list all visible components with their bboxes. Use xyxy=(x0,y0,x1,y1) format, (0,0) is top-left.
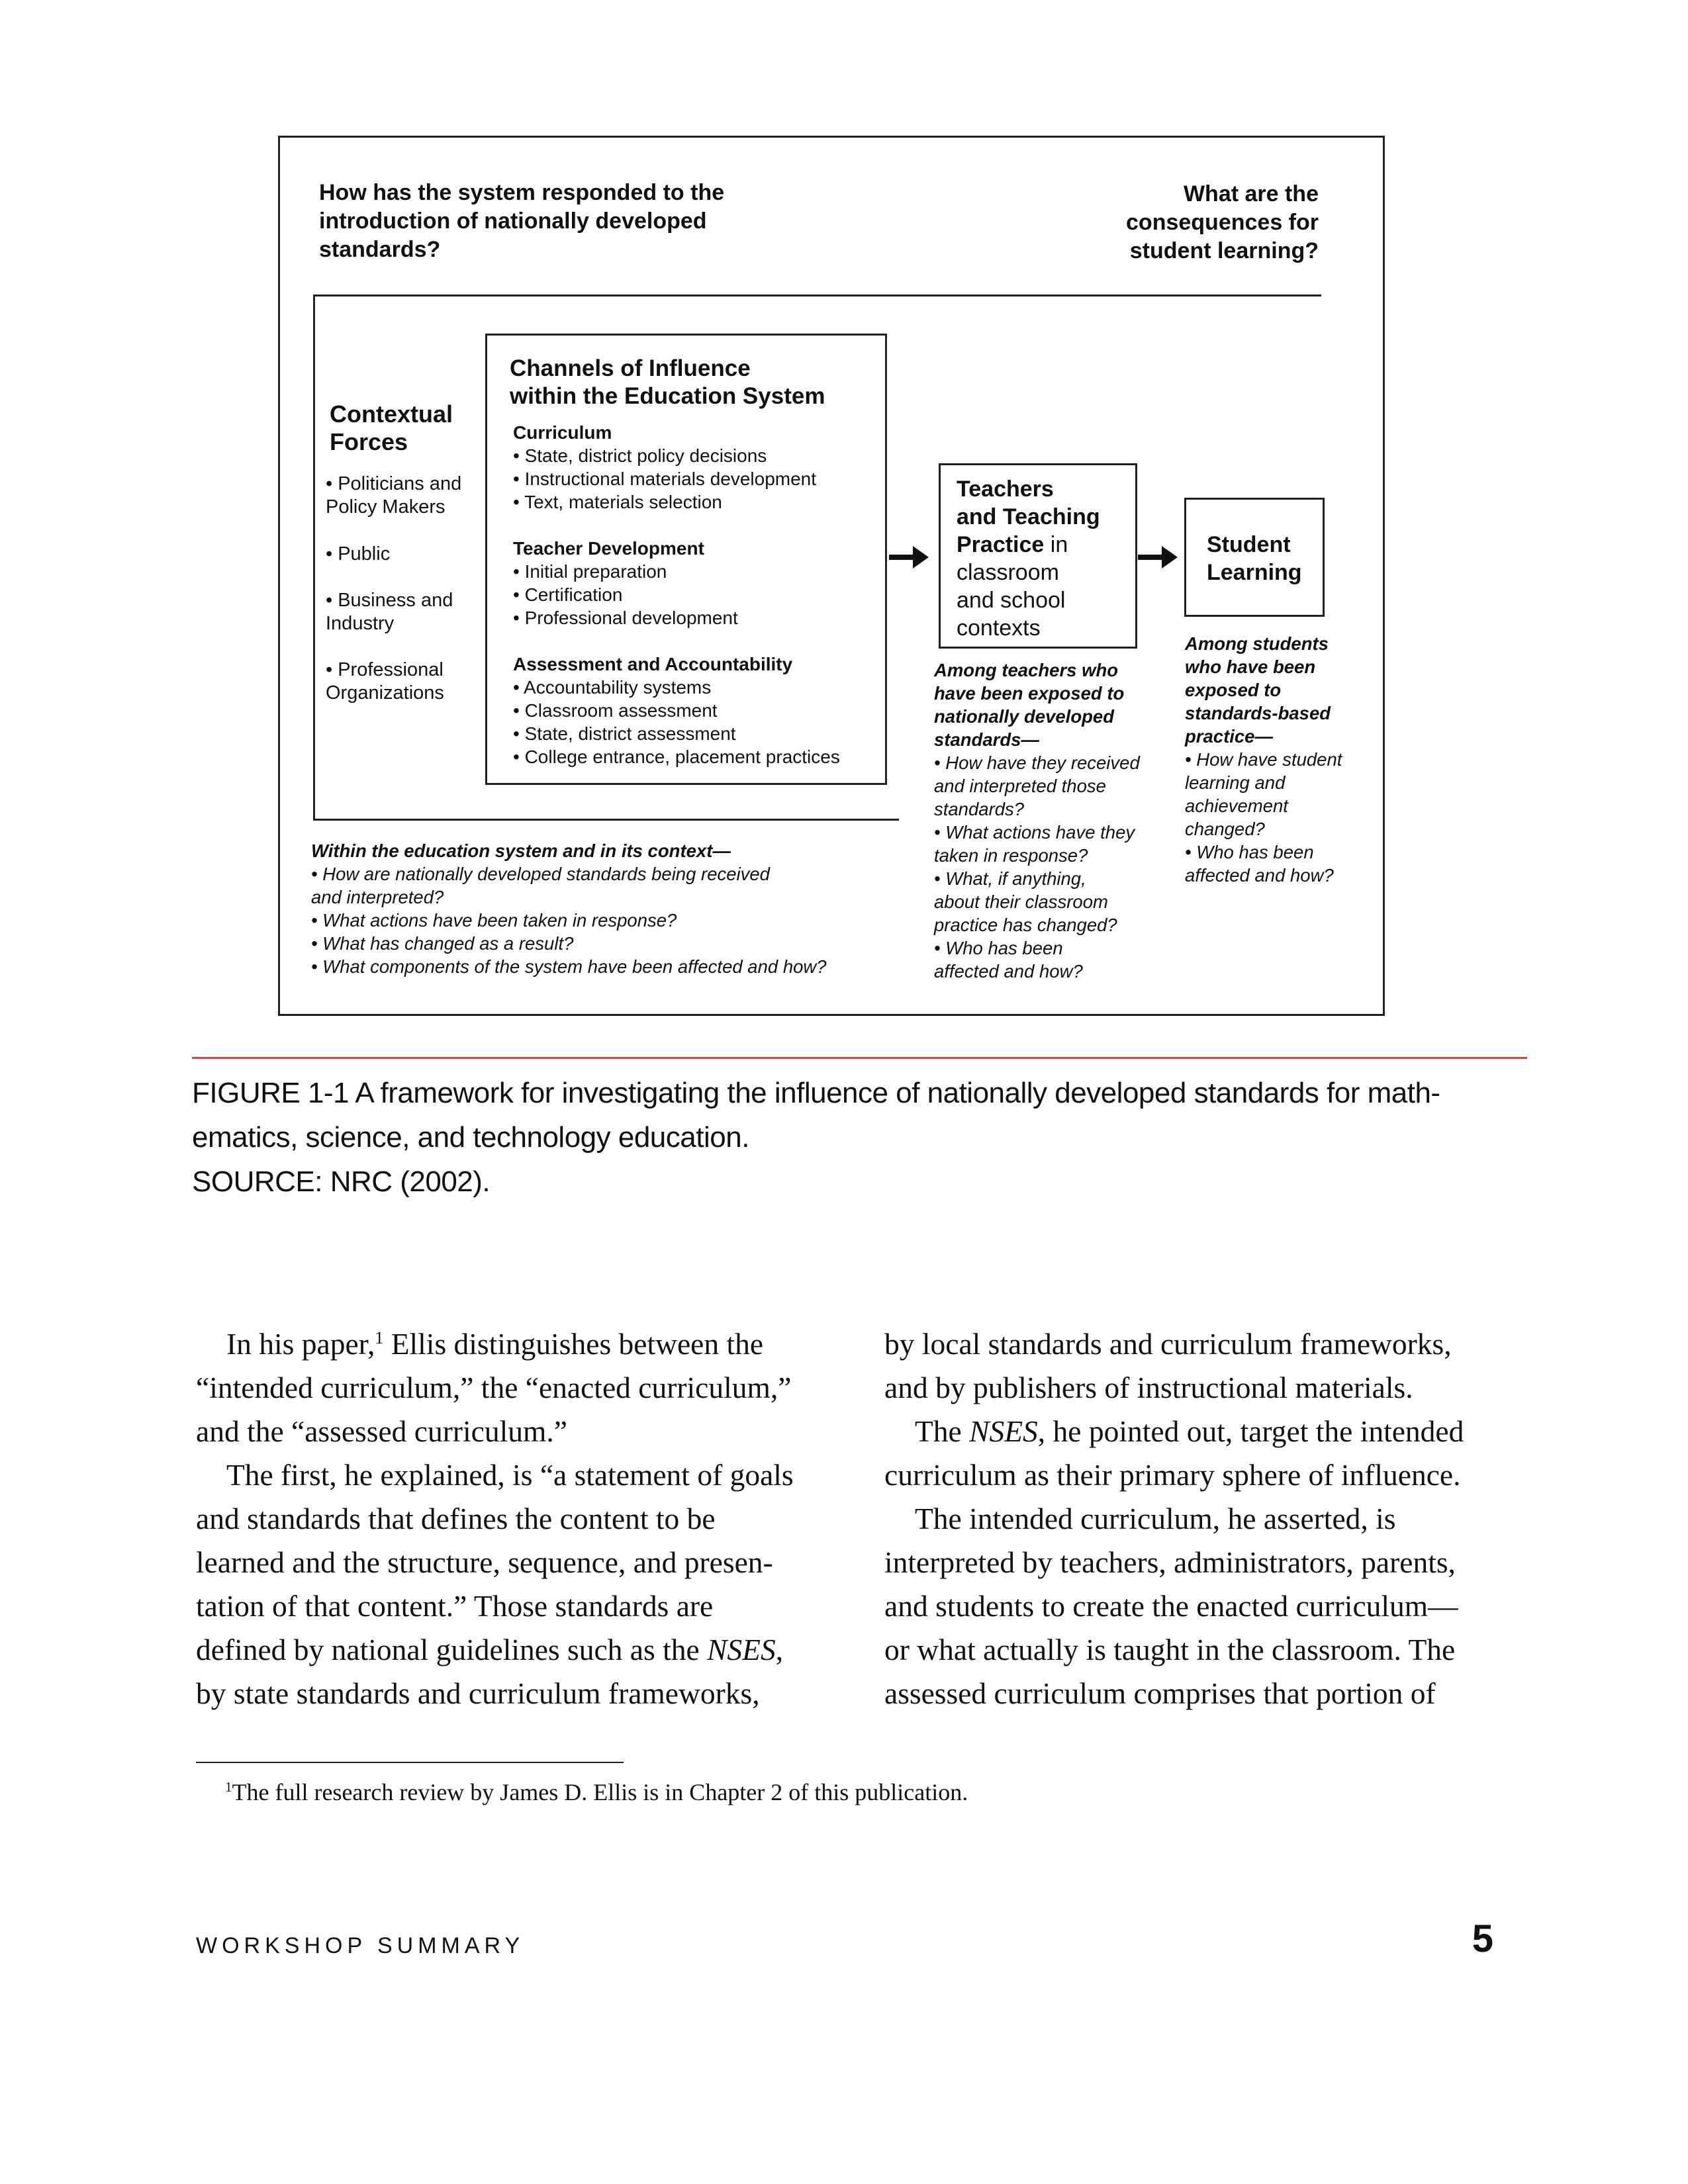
arrow-right-icon xyxy=(1138,555,1163,560)
within-system-item: • What actions have been taken in response? xyxy=(311,910,677,931)
teachers-questions-item: • Who has been affected and how? xyxy=(934,938,1083,981)
students-questions xyxy=(1185,632,1342,887)
channels-group-curriculum xyxy=(513,421,816,514)
channels-item: • Initial preparation xyxy=(513,561,667,582)
contextual-forces-title: Contextual Forces xyxy=(330,400,453,455)
within-system-questions xyxy=(311,839,827,978)
running-head: WORKSHOP SUMMARY xyxy=(196,1933,525,1958)
channels-item: • College entrance, placement practices xyxy=(513,747,840,767)
body-paragraph xyxy=(196,1453,858,1715)
contextual-forces-item: • Business and Industry xyxy=(326,590,453,634)
channels-title: Channels of Influence within the Education System xyxy=(510,355,825,409)
teachers-questions xyxy=(934,659,1140,983)
within-system-item: • What components of the system have been affected and how? xyxy=(311,956,827,977)
channels-group-heading: Assessment and Accountability xyxy=(513,654,793,674)
channels-group-heading: Curriculum xyxy=(513,422,612,443)
contextual-forces-item: • Public xyxy=(326,543,391,565)
teachers-questions-item: • What, if anything, about their classroom practice has changed? xyxy=(934,868,1117,935)
body-text: , by state standards and curriculum frameworks, xyxy=(196,1633,784,1710)
channels-item: • State, district assessment xyxy=(513,723,736,744)
body-column-right xyxy=(884,1322,1546,1715)
contextual-forces-item: • Professional Organizations xyxy=(326,659,444,704)
body-emphasis: NSES xyxy=(969,1414,1038,1448)
student-learning-label: Student Learning xyxy=(1207,532,1302,585)
body-paragraph xyxy=(196,1322,858,1453)
students-questions-heading: Among students who have been exposed to standards-based practice— xyxy=(1185,633,1331,747)
figure-top-rule xyxy=(313,295,1321,296)
teachers-box-bold: Teachers and Teaching Practice xyxy=(957,477,1100,557)
channels-item: • State, district policy decisions xyxy=(513,445,767,466)
figure-left-rule xyxy=(313,295,315,821)
body-column-left xyxy=(196,1322,858,1715)
contextual-forces-item: • Politicians and Policy Makers xyxy=(326,473,462,518)
teachers-questions-heading: Among teachers who have been exposed to nationally developed standards— xyxy=(934,660,1125,750)
students-questions-item: • Who has been affected and how? xyxy=(1185,842,1334,886)
body-paragraph xyxy=(884,1410,1546,1497)
channels-group-assessment xyxy=(513,653,840,768)
within-system-heading: Within the education system and in its context— xyxy=(311,841,731,861)
body-text: Ellis distinguishes between the “intended curriculum,” the “enacted curriculum,” and the “assessed curriculum.” xyxy=(196,1327,792,1448)
body-text: The xyxy=(915,1414,970,1448)
figure-caption-text: FIGURE 1-1 A framework for investigating the influence of nationally developed standards for math- ematics, science, and technology education. xyxy=(192,1077,1440,1154)
body-text: , he pointed out, target the intended curriculum as their primary sphere of influence. xyxy=(884,1414,1464,1492)
caption-rule xyxy=(192,1057,1527,1059)
body-emphasis: NSES xyxy=(707,1633,776,1666)
figure-question-left: How has the system responded to the introduction of nationally developed standards? xyxy=(319,180,725,262)
footnote-rule xyxy=(196,1762,624,1763)
channels-group-teacher-development xyxy=(513,537,738,629)
channels-item: • Certification xyxy=(513,584,623,605)
body-text: The first, he explained, is “a statement of goals and standards that defines the content to be learned and the structure, sequence, and presen- tation of that content.” Those standards are defined by national guidelines such as the xyxy=(196,1458,794,1666)
figure-caption-source: SOURCE: NRC (2002). xyxy=(192,1165,491,1198)
channels-item: • Text, materials selection xyxy=(513,492,722,512)
teachers-questions-item: • What actions have they taken in response? xyxy=(934,822,1135,866)
arrow-right-icon xyxy=(889,555,914,560)
teachers-box-rest: in classroom and school contexts xyxy=(957,532,1068,641)
footnote xyxy=(225,1778,968,1807)
channels-item: • Classroom assessment xyxy=(513,700,718,721)
footnote-text: The full research review by James D. Ellis is in Chapter 2 of this publication. xyxy=(232,1779,968,1805)
channels-item: • Professional development xyxy=(513,608,738,628)
figure-caption xyxy=(192,1071,1440,1204)
channels-item: • Instructional materials development xyxy=(513,469,817,489)
teachers-box-text xyxy=(957,475,1100,642)
channels-group-heading: Teacher Development xyxy=(513,538,704,559)
page-number: 5 xyxy=(1472,1917,1493,1960)
body-paragraph: The intended curriculum, he asserted, is interpreted by teachers, administrators, parents, and students to create the enacted curriculum— or what actually is taught in the classroom. The assessed curriculum comprises that portion of xyxy=(884,1502,1458,1710)
within-system-item: • What has changed as a result? xyxy=(311,933,574,954)
footnote-ref[interactable]: 1 xyxy=(375,1328,384,1347)
body-text: In his paper, xyxy=(226,1327,375,1361)
students-questions-item: • How have student learning and achievement changed? xyxy=(1185,749,1342,839)
body-paragraph: by local standards and curriculum frameworks, and by publishers of instructional materials. xyxy=(884,1327,1452,1404)
figure-question-right: What are the consequences for student learning? xyxy=(1126,181,1319,263)
teachers-questions-item: • How have they received and interpreted those standards? xyxy=(934,752,1140,819)
footnote-mark: 1 xyxy=(225,1779,232,1795)
within-system-item: • How are nationally developed standards being received and interpreted? xyxy=(311,864,770,907)
channels-item: • Accountability systems xyxy=(513,677,712,698)
figure-bottom-rule xyxy=(313,819,899,821)
